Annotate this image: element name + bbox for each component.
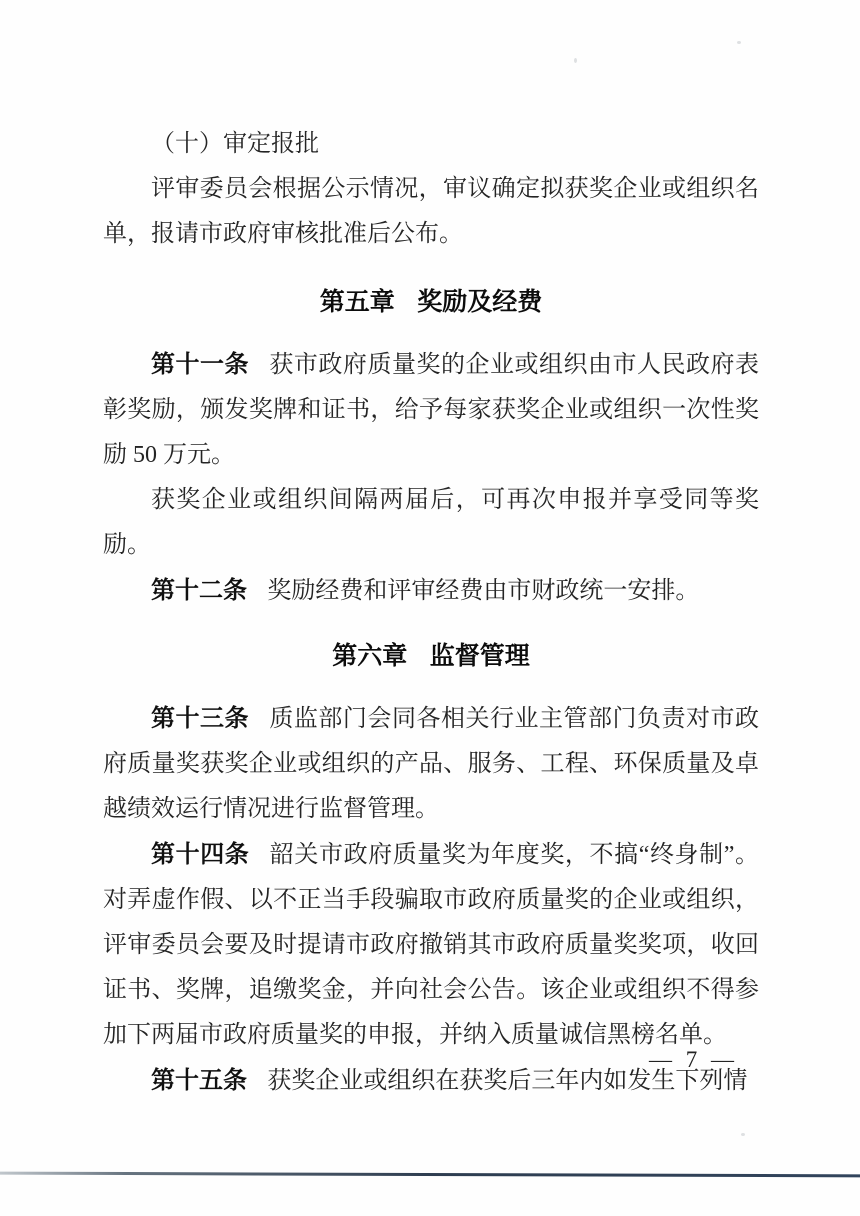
- scan-speck: [737, 41, 741, 44]
- article-fourteen-text: 韶关市政府质量奖为年度奖，不搞“终身制”。对弄虚作假、以不正当手段骗取市政府质量奖的企业或组织，评审委员会要及时提请市政府撤销其市政府质量奖奖项，收回证书、奖牌，追缴奖金，并向社会公告。该企业或组织不得参加下两届市政府质量奖的申报，并纳入质量诚信黑榜名单。: [103, 842, 759, 1048]
- article-thirteen: [103, 696, 759, 832]
- scan-speck: [574, 58, 577, 63]
- article-eleven-number: 第十一条: [151, 351, 250, 378]
- article-twelve-number: 第十二条: [151, 577, 247, 604]
- document-body: [103, 122, 759, 1104]
- article-thirteen-number: 第十三条: [151, 705, 250, 732]
- page-number: — 7 —: [649, 1047, 738, 1072]
- article-twelve: [103, 568, 759, 614]
- paragraph-review-committee: 评审委员会根据公示情况，审议确定拟获奖企业或组织名单，报请市政府审核批准后公布。: [103, 176, 759, 247]
- paragraph-section-ten: （十）审定报批: [151, 131, 319, 157]
- article-eleven-text: 获市政府质量奖的企业或组织由市人民政府表彰奖励，颁发奖牌和证书，给予每家获奖企业或组织一次性奖励 50 万元。: [103, 352, 760, 468]
- article-twelve-text: 奖励经费和评审经费由市财政统一安排。: [267, 578, 700, 604]
- article-thirteen-text: 质监部门会同各相关行业主管部门负责对市政府质量奖获奖企业或组织的产品、服务、工程、环保质量及卓越绩效运行情况进行监督管理。: [103, 706, 760, 822]
- chapter-five-heading: [103, 280, 759, 325]
- article-eleven: [103, 342, 759, 478]
- chapter-five-title: 奖励及经费: [417, 288, 543, 316]
- scan-speck: [741, 1133, 745, 1136]
- chapter-six-number: 第六章: [332, 642, 408, 670]
- scan-edge-line: [0, 1172, 860, 1178]
- chapter-six-heading: [103, 634, 759, 679]
- article-fifteen-number: 第十五条: [151, 1067, 247, 1094]
- chapter-six-title: 监督管理: [429, 642, 530, 670]
- article-fifteen-text: 获奖企业或组织在获奖后三年内如发生下列情: [267, 1068, 748, 1094]
- chapter-five-number: 第五章: [319, 288, 395, 316]
- article-fourteen-number: 第十四条: [151, 841, 250, 868]
- paragraph-repeat-award: 获奖企业或组织间隔两届后，可再次申报并享受同等奖励。: [103, 487, 759, 558]
- article-fourteen: [103, 832, 759, 1058]
